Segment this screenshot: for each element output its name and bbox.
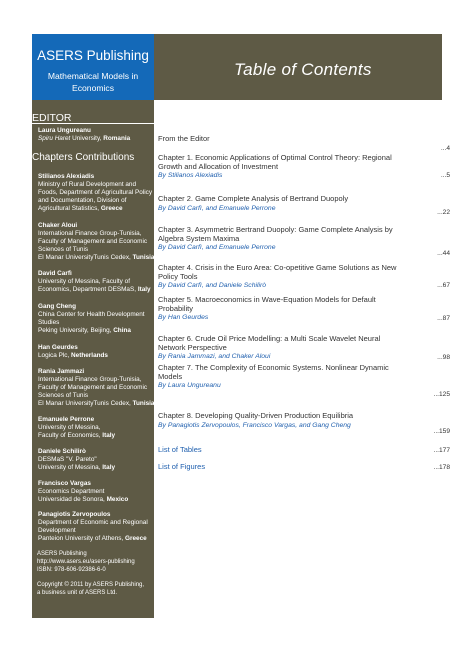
editor-heading: EDITOR [32, 112, 72, 124]
footer-company: a business unit of ASERS Ltd. [37, 589, 118, 596]
toc-authors: By Rania Jammazi, and Chaker Aloui [158, 353, 271, 361]
publisher-footer [37, 551, 153, 598]
footer-line: ASERS Publishing [37, 551, 87, 557]
contributor-name: Stilianos Alexiadis [38, 173, 95, 180]
toc-entry-list-of-figures[interactable] [158, 463, 406, 472]
toc-page-number: ...67 [437, 282, 450, 289]
toc-title: Chapter 4. Crisis in the Euro Area: Co-opetitive Game Solutions as New Policy Tools [158, 263, 397, 281]
toc-title: Chapter 6. Crude Oil Price Modelling: a Multi Scale Wavelet Neural Network Perspective [158, 334, 381, 352]
toc-page-number: ...159 [433, 428, 450, 435]
editor-affil: University, [70, 134, 104, 142]
contributor-country: Tunisia [132, 399, 155, 407]
toc-page-number: ...44 [437, 250, 450, 257]
contributor-affil: International Finance Group-Tunisia, Faculty of Management and Economic Sciences of Tunis [38, 375, 148, 399]
editor-info [38, 127, 156, 143]
contributor-name: Panagiotis Zervopoulos [38, 511, 111, 518]
contributor-country: Italy [137, 285, 151, 293]
toc-entry-list-of-tables[interactable] [158, 446, 406, 455]
contributor-affil: International Finance Group-Tunisia, Faculty of Management and Economic Sciences of Tunis [38, 229, 148, 253]
contributor [38, 448, 156, 472]
toc-entry-chapter-1[interactable] [158, 154, 406, 180]
toc-authors: By Panagiotis Zervopoulos, Francisco Vargas, and Gang Cheng [158, 421, 351, 429]
contributor-affil: Peking University, Beijing, [38, 326, 114, 334]
toc-title: Chapter 5. Macroeconomics in Wave-Equation Models for Default Probability [158, 295, 376, 313]
contributor-name: Francisco Vargas [38, 480, 91, 487]
toc-page-number: ...4 [440, 145, 450, 152]
toc-page-number: ...177 [433, 447, 450, 454]
contributor-affil: El Manar UniversityTunis Cedex, [38, 253, 133, 261]
contributor [38, 511, 156, 543]
contributor-name: Gang Cheng [38, 303, 76, 310]
contributor [38, 480, 156, 504]
contributor-affil: DESMaS "V. Pareto" [38, 455, 97, 463]
toc-entry-chapter-3[interactable] [158, 226, 406, 252]
editor-country: Romania [103, 134, 131, 142]
contributor-country: Greece [125, 534, 147, 542]
contributor-name: Daniele Schilirò [38, 448, 86, 455]
toc-authors: By Stilianos Alexiadis [158, 172, 223, 180]
contributor-country: Italy [102, 463, 116, 471]
publisher-brand-block [32, 34, 154, 100]
contributor [38, 368, 156, 408]
editor-divider [32, 123, 154, 124]
toc-entry-chapter-2[interactable] [158, 195, 406, 213]
contributor [38, 270, 156, 294]
contributor-country: Mexico [106, 495, 129, 503]
contributors-heading: Chapters Contributions [32, 152, 135, 163]
page-title: Table of Contents [234, 60, 372, 79]
toc-authors: By Han Geurdes [158, 314, 209, 322]
contributor-affil: Faculty of Economics, [38, 431, 103, 439]
contributor-affil: Logica Plc, [38, 351, 72, 359]
toc-entry-chapter-7[interactable] [158, 364, 406, 390]
contributor-affil: University of Messina, Faculty of Economics, Department DESMaS, [38, 277, 138, 293]
toc-authors: By Laura Ungureanu [158, 382, 221, 390]
editor-name: Laura Ungureanu [38, 127, 91, 134]
toc-entry-chapter-5[interactable] [158, 296, 406, 322]
editor-affil-italic: Spiru Haret [38, 134, 71, 142]
toc-entry-chapter-6[interactable] [158, 335, 406, 361]
toc-entry-editor[interactable] [158, 135, 406, 144]
footer-copyright: Copyright © 2011 by ASERS Publishing, [37, 582, 145, 589]
toc-entry-chapter-4[interactable] [158, 264, 406, 290]
contributor-name: Han Geurdes [38, 344, 78, 351]
contributor-affil: El Manar UniversityTunis Cedex, [38, 399, 133, 407]
contributor [38, 344, 156, 360]
toc-title: Chapter 1. Economic Applications of Optimal Control Theory: Regional Growth and Allocation of Investment [158, 153, 392, 171]
contributor-affil: University of Messina, [38, 463, 103, 471]
toc-title: From the Editor [158, 134, 210, 143]
contributor [38, 173, 156, 213]
toc-authors: By David Carfì, and Emanuele Perrone [158, 244, 276, 252]
footer-isbn: ISBN: 978-606-92386-6-0 [37, 566, 106, 573]
contributor-affil: Ministry of Rural Development and Foods, Department of Agricultural Policy and Documentation, Division of Agricultural Statistics, [38, 180, 153, 212]
contributor-country: Tunisia [132, 253, 155, 261]
contributor-country: Netherlands [71, 351, 108, 359]
contributor-affil: Department of Economic and Regional Development [38, 518, 148, 534]
contributor-country: Italy [102, 431, 116, 439]
contributor-name: Chaker Aloui [38, 222, 78, 229]
contributor-name: David Carfì [38, 270, 72, 277]
contributor-affil: China Center for Health Development Studies [38, 310, 145, 326]
toc-page-number: ...22 [437, 209, 450, 216]
contributor-country: China [113, 326, 131, 334]
contributor-affil: Universidad de Sonora, [38, 495, 107, 503]
toc-page-number: ...98 [437, 354, 450, 361]
contributor [38, 303, 156, 335]
toc-authors: By David Carfì, and Emanuele Perrone [158, 204, 276, 212]
contributor-name: Emanuele Perrone [38, 416, 95, 423]
toc-title: Chapter 3. Asymmetric Bertrand Duopoly: Game Complete Analysis by Algebra System Maxima [158, 225, 393, 243]
footer-url: http://www.asers.eu/asers-publishing [37, 558, 135, 565]
contributor-name: Rania Jammazi [38, 368, 85, 375]
contributor [38, 416, 156, 440]
toc-page-number: ...125 [433, 391, 450, 398]
contributor-affil: Economics Department [38, 487, 105, 495]
toc-title: List of Figures [158, 462, 206, 471]
book-subtitle: Mathematical Models in Economics [47, 71, 139, 93]
toc-page-number: ...5 [440, 172, 450, 179]
toc-title: Chapter 7. The Complexity of Economic Systems. Nonlinear Dynamic Models [158, 363, 389, 381]
contributor [38, 222, 156, 262]
toc-page-number: ...178 [433, 464, 450, 471]
contributor-affil: Panteion University of Athens, [38, 534, 126, 542]
toc-authors: By David Carfì, and Daniele Schilirò [158, 282, 267, 290]
publisher-name: ASERS Publishing [37, 48, 149, 63]
contributor-country: Greece [100, 204, 123, 212]
contributor-affil: University of Messina, [38, 423, 101, 431]
toc-entry-chapter-8[interactable] [158, 412, 406, 430]
toc-title: List of Tables [158, 445, 202, 454]
toc-page-number: ...87 [437, 315, 450, 322]
toc-title: Chapter 8. Developing Quality-Driven Production Equilibria [158, 411, 354, 420]
toc-title: Chapter 2. Game Complete Analysis of Bertrand Duopoly [158, 194, 349, 203]
